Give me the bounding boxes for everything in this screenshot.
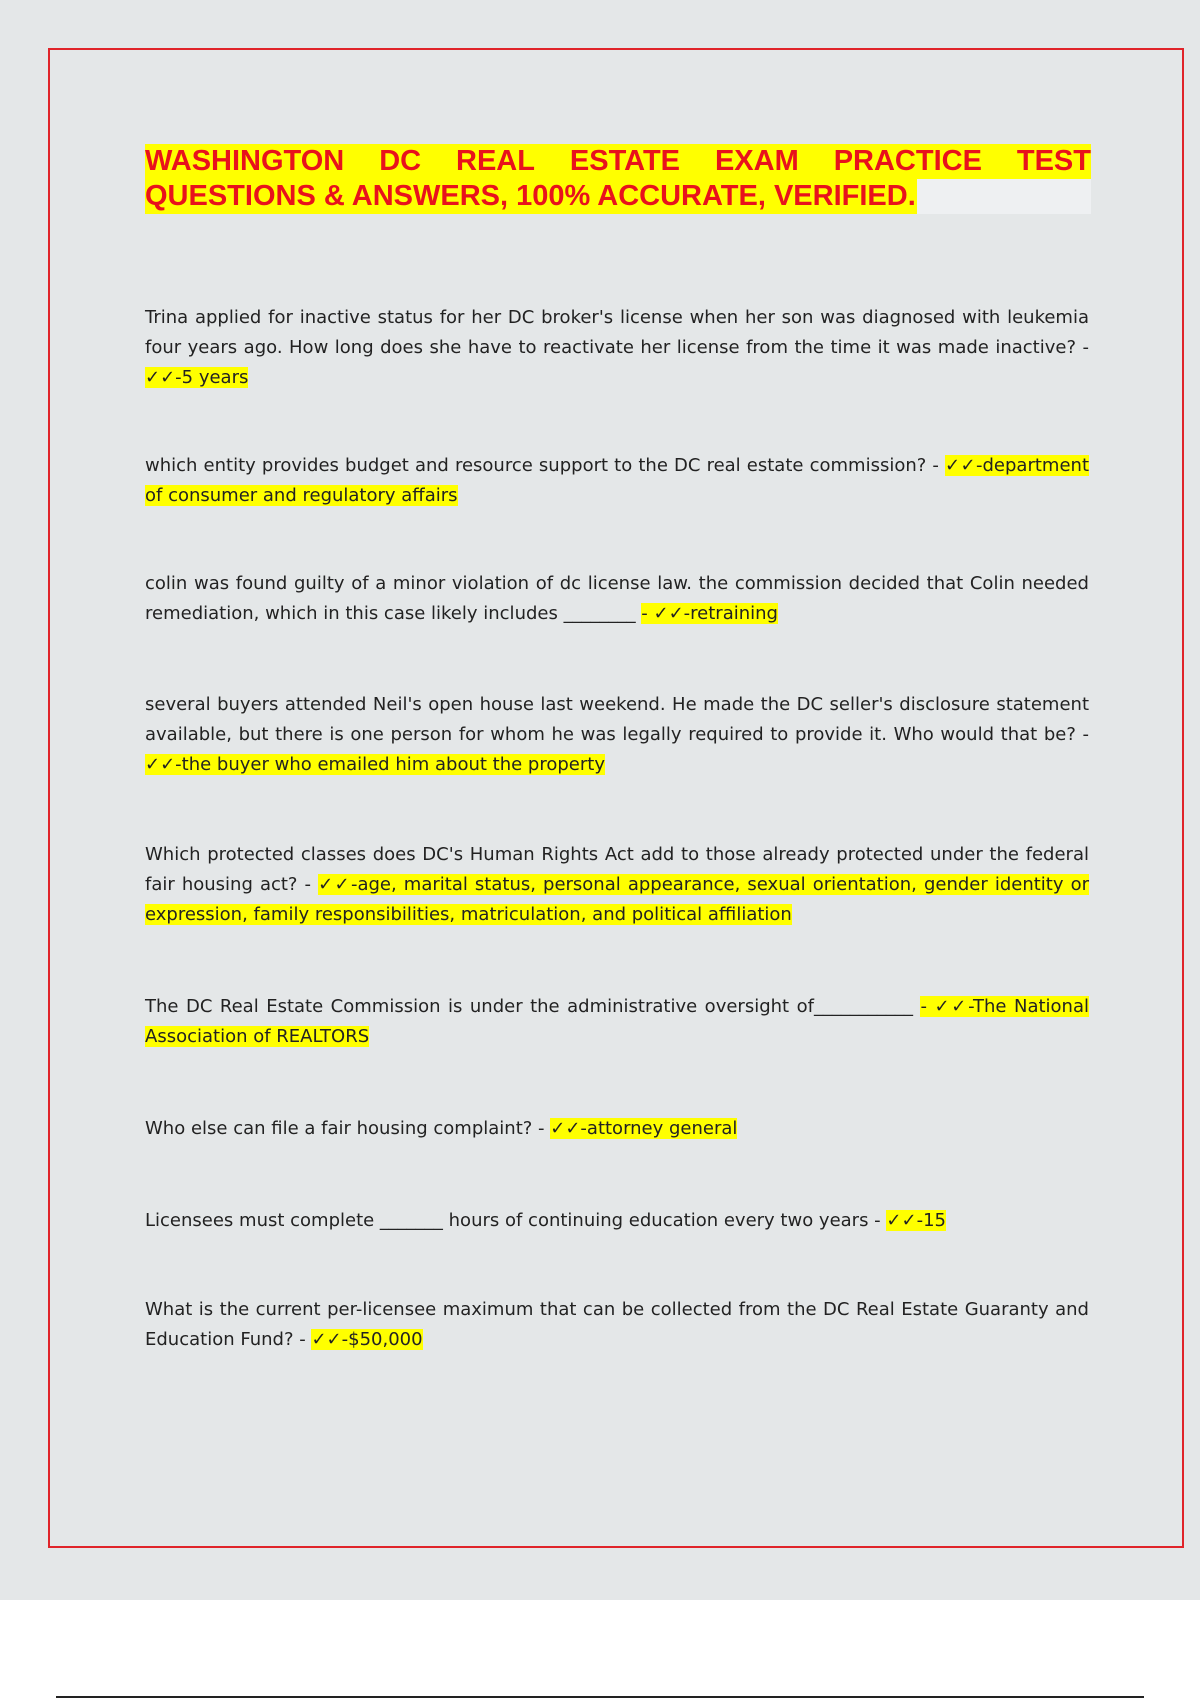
question-text: Trina applied for inactive status for her DC broker's license when her son was diagnosed with leukemia four years ago. How long does she have to reactivate her license from the time it was made inactive? - — [145, 307, 1089, 358]
question-text: What is the current per-licensee maximum that can be collected from the DC Real Estate Guaranty and Education Fund? - — [145, 1299, 1089, 1350]
title-word: WASHINGTON — [145, 145, 345, 177]
qa-item — [145, 1114, 1089, 1144]
answer-highlight: ✓✓-5 years — [145, 367, 249, 388]
title-word: DC — [379, 145, 422, 177]
title-line-1 — [145, 144, 1091, 179]
qa-item — [145, 1295, 1089, 1355]
question-text: Licensees must complete _______ hours of continuing education every two years - — [145, 1210, 887, 1231]
title-word: REAL — [456, 145, 535, 177]
answer-highlight: ✓✓-15 — [886, 1210, 946, 1231]
answer-highlight: ✓✓-attorney general — [550, 1118, 738, 1139]
answer-highlight: - ✓✓-The National Association of REALTORS — [145, 996, 1089, 1047]
answer-highlight: ✓✓-age, marital status, personal appearance, sexual orientation, gender identity or expression, family responsibilities, matriculation, and political affiliation — [145, 874, 1089, 925]
qa-item — [145, 303, 1089, 393]
footer-rule — [56, 1696, 1144, 1698]
title-word: ESTATE — [569, 145, 681, 177]
question-text: colin was found guilty of a minor violation of dc license law. the commission decided that Colin needed remediation, which in this case likely includes ________ — [145, 573, 1089, 624]
question-text: Which protected classes does DC's Human Rights Act add to those already protected under the federal fair housing act? - — [145, 844, 1089, 895]
answer-highlight: ✓✓-the buyer who emailed him about the property — [145, 754, 605, 775]
title-highlight-gap — [917, 179, 1091, 214]
question-text: which entity provides budget and resource support to the DC real estate commission? - — [145, 455, 946, 476]
answer-highlight: - ✓✓-retraining — [641, 603, 778, 624]
question-text: several buyers attended Neil's open house last weekend. He made the DC seller's disclosure statement available, but there is one person for whom he was legally required to provide it. Who would that be? - — [145, 694, 1089, 745]
qa-item — [145, 1206, 1089, 1236]
title-line-2: QUESTIONS & ANSWERS, 100% ACCURATE, VERIFIED. — [145, 180, 916, 212]
qa-item — [145, 840, 1089, 930]
qa-item — [145, 451, 1089, 511]
title-word: EXAM — [714, 145, 799, 177]
qa-item — [145, 569, 1089, 629]
question-text: The DC Real Estate Commission is under the administrative oversight of___________ — [145, 996, 921, 1017]
qa-item — [145, 992, 1089, 1052]
answer-highlight: ✓✓-department of consumer and regulatory affairs — [145, 455, 1089, 506]
question-text: Who else can file a fair housing complaint? - — [145, 1118, 551, 1139]
qa-item — [145, 690, 1089, 780]
title-word: PRACTICE — [833, 145, 982, 177]
document-title — [145, 144, 1091, 214]
answer-highlight: ✓✓-$50,000 — [311, 1329, 423, 1350]
title-word: TEST — [1016, 145, 1091, 177]
